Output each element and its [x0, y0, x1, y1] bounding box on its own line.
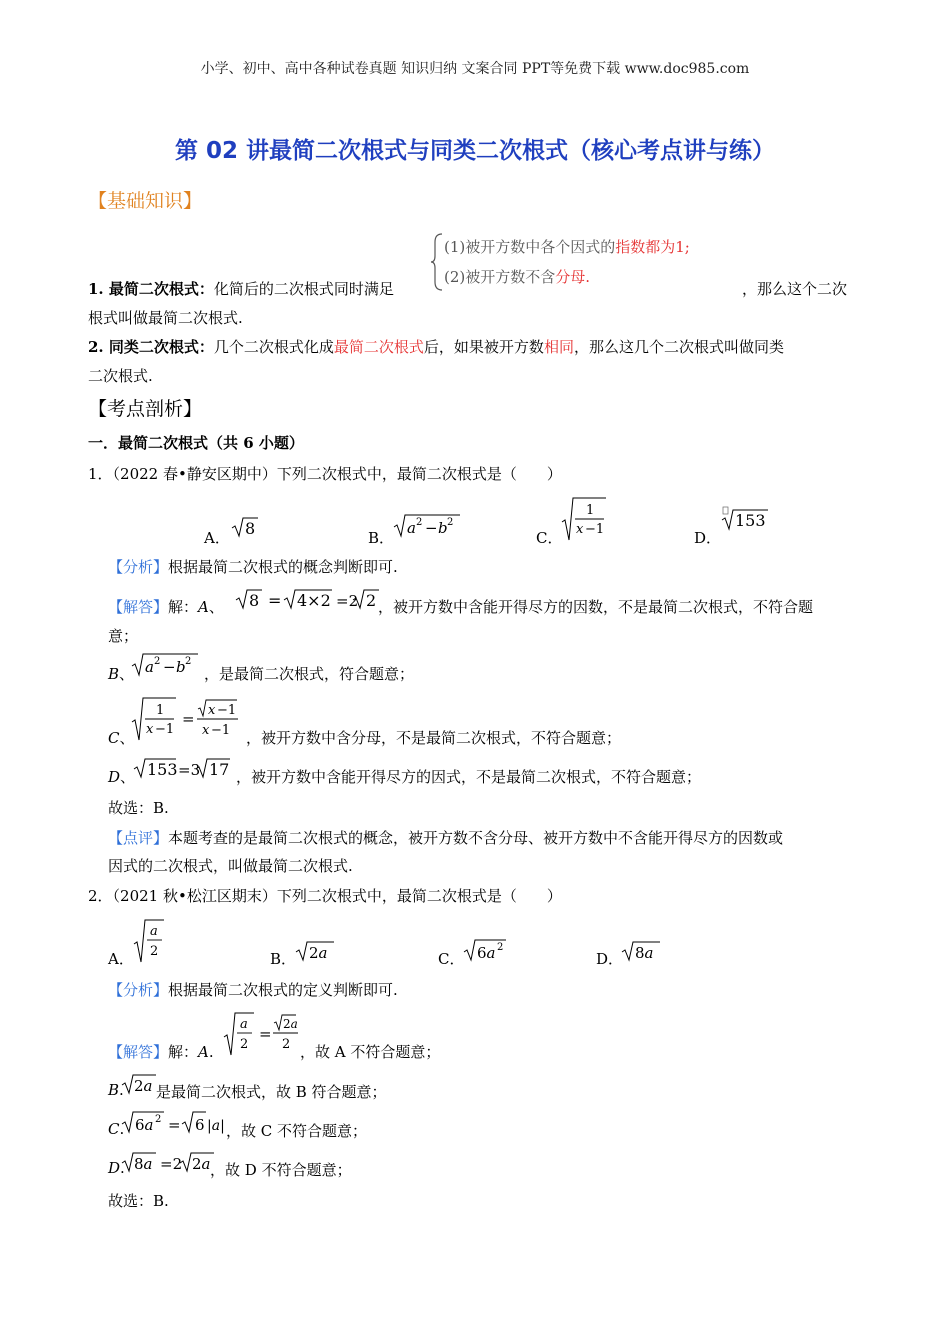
condition-2-text: (2)被开方数不含 [444, 268, 556, 286]
q1-answer-a-cont: 意； [108, 627, 139, 645]
svg-text:−: − [425, 519, 438, 537]
svg-text:|a|: |a| [207, 1118, 225, 1134]
condition-1-highlight: 指数都为1; [615, 238, 690, 256]
svg-text:a: a [150, 924, 158, 939]
svg-text:2: 2 [155, 1114, 162, 1125]
comment-tag: 【点评】 [108, 829, 169, 847]
svg-text:1: 1 [156, 703, 165, 718]
q2-option-b-math [296, 940, 340, 964]
svg-text:a: a [407, 519, 416, 537]
comment-text: 本题考查的是最简二次根式的概念，被开方数不含分母、被开方数中不含能开得尽方的因数或 [168, 829, 784, 847]
analysis-section-label: 【考点剖析】 [88, 398, 203, 420]
definition-2-line1 [88, 336, 784, 357]
condition-1 [444, 236, 690, 257]
q1-answer-a-math [236, 588, 391, 614]
svg-text:=: = [268, 591, 282, 610]
q1-answer-line-b: B、 [108, 665, 135, 683]
svg-text:=: = [182, 710, 195, 728]
page-title: 第 02 讲最简二次根式与同类二次根式（核心考点讲与练） [174, 138, 776, 164]
q1-comment-cont: 因式的二次根式，叫做最简二次根式. [108, 857, 353, 875]
analysis-tag: 【分析】 [108, 558, 169, 576]
q2-answer-line-a: 【解答】解：A. [108, 1043, 214, 1061]
q2-answer-d-tail: ，故 D 不符合题意； [210, 1161, 352, 1179]
svg-text:6a: 6a [477, 944, 496, 962]
answer-tag: 【解答】 [108, 598, 169, 616]
svg-text:a: a [145, 658, 154, 676]
svg-text:6: 6 [195, 1116, 205, 1134]
svg-text:153: 153 [147, 760, 178, 779]
q1-option-d-label: D． [694, 529, 722, 547]
q2-option-d-label: D． [596, 950, 624, 968]
q1-analysis [108, 556, 398, 577]
definition-2-label: 2. 同类二次根式： [88, 338, 214, 356]
q2-answer-line-c: C. [108, 1120, 125, 1138]
svg-text:2: 2 [497, 942, 504, 953]
q2-answer-line-d: D. [108, 1159, 125, 1177]
svg-text:1: 1 [586, 503, 595, 518]
q1-answer-d-tail: ，被开方数中含能开得尽方的因式，不是最简二次根式，不符合题意； [236, 768, 702, 786]
svg-text:2: 2 [154, 656, 161, 667]
svg-text:−1: −1 [217, 703, 237, 718]
svg-text:=: = [259, 1025, 272, 1043]
svg-text:8a: 8a [134, 1155, 153, 1173]
svg-text:2a: 2a [192, 1155, 211, 1173]
svg-text:2: 2 [150, 944, 159, 959]
svg-text:2a: 2a [134, 1077, 153, 1095]
question-2-stem: 2．（2021 秋•松江区期末）下列二次根式中，最简二次根式是（ ） [88, 887, 562, 905]
svg-text:x: x [576, 522, 584, 537]
q1-answer-line-a: 【解答】解：A、 [108, 598, 224, 616]
svg-text:8a: 8a [635, 944, 654, 962]
definition-1-text: 化简后的二次根式同时满足 [213, 280, 394, 298]
svg-text:2a: 2a [309, 944, 328, 962]
definition-2-text-c: ，那么这几个二次根式叫做同类 [573, 338, 784, 356]
svg-text:6a: 6a [135, 1116, 154, 1134]
q2-analysis [108, 979, 398, 1000]
q2-answer-b-tail: 是最简二次根式，故 B 符合题意； [156, 1083, 387, 1101]
svg-text:=2: =2 [160, 1155, 183, 1173]
condition-2 [444, 266, 590, 287]
q2-answer-d-math [122, 1151, 222, 1175]
analysis-tag: 【分析】 [108, 981, 169, 999]
svg-text:2: 2 [447, 517, 454, 528]
svg-text:153: 153 [735, 511, 766, 530]
definition-2-highlight-1: 最简二次根式 [333, 338, 424, 356]
q1-choice: 故选：B. [108, 799, 169, 817]
q1-comment [108, 827, 783, 848]
basic-knowledge-label: 【基础知识】 [88, 190, 203, 212]
svg-text:8: 8 [249, 591, 260, 610]
svg-text:8: 8 [245, 519, 256, 538]
svg-text:b: b [438, 519, 448, 537]
q1-option-c-label: C． [536, 529, 563, 547]
answer-intro: 解： [168, 598, 199, 616]
q1-answer-line-d: D、 [108, 768, 136, 786]
q2-answer-line-b: B. [108, 1081, 124, 1099]
svg-text:−1: −1 [211, 723, 231, 738]
definition-2-highlight-2: 相同 [543, 338, 574, 356]
svg-text:−: − [163, 658, 176, 676]
definition-1-line2: 根式叫做最简二次根式. [88, 309, 243, 327]
q1-option-c-math [562, 496, 612, 544]
analysis-text: 根据最简二次根式的概念判断即可. [168, 558, 398, 576]
svg-text:2: 2 [416, 517, 423, 528]
q1-answer-d-math [134, 757, 244, 783]
q1-option-a-math [232, 516, 272, 540]
q2-option-c-math [464, 938, 514, 964]
q1-option-b-label: B． [368, 529, 395, 547]
condition-2-highlight: 分母. [555, 268, 591, 286]
question-1-stem: 1．（2022 春•静安区期中）下列二次根式中，最简二次根式是（ ） [88, 465, 562, 483]
q1-option-d-math [722, 506, 774, 532]
q2-answer-a-math [224, 1011, 304, 1059]
svg-text:x: x [146, 722, 154, 737]
q1-option-a-label: A． [204, 529, 230, 547]
q1-answer-line-c: C、 [108, 729, 135, 747]
definition-2-text-a: 几个二次根式化成 [213, 338, 334, 356]
answer-tag: 【解答】 [108, 1043, 169, 1061]
definition-2-text-b: 后，如果被开方数 [423, 338, 544, 356]
svg-text:2: 2 [366, 591, 377, 610]
q1-answer-b-tail: ，是最简二次根式，符合题意； [204, 665, 415, 683]
definition-2-line2: 二次根式. [88, 367, 153, 385]
q1-answer-b-math [132, 652, 212, 678]
svg-text:4×2: 4×2 [297, 591, 331, 610]
q2-choice: 故选：B. [108, 1192, 169, 1210]
svg-text:17: 17 [209, 760, 230, 779]
svg-text:=3: =3 [178, 761, 201, 779]
svg-text:2: 2 [282, 1037, 291, 1052]
svg-text:−1: −1 [155, 722, 175, 737]
svg-text:=: = [168, 1116, 181, 1134]
definition-1-label: 1. 最简二次根式： [88, 280, 214, 298]
analysis-text: 根据最简二次根式的定义判断即可. [168, 981, 398, 999]
svg-text:a: a [240, 1017, 248, 1032]
svg-text:=2: =2 [336, 592, 359, 610]
q2-option-d-math [622, 940, 666, 964]
q2-option-c-label: C． [438, 950, 465, 968]
svg-text:b: b [176, 658, 186, 676]
q2-answer-c-math [122, 1110, 242, 1136]
q1-option-b-math [394, 513, 474, 539]
svg-text:2: 2 [185, 656, 192, 667]
q1-answer-c-math [132, 696, 252, 744]
definition-1-line1 [88, 278, 394, 299]
answer-intro: 解： [168, 1043, 199, 1061]
site-header: 小学、初中、高中各种试卷真题 知识归纳 文案合同 PPT等免费下载 www.doc985.com [200, 61, 750, 77]
svg-text:2a: 2a [283, 1017, 298, 1031]
q2-option-a-math [134, 918, 168, 966]
definition-1-tail: ，那么这个二次 [742, 280, 848, 298]
condition-1-text: (1)被开方数中各个因式的 [444, 238, 616, 256]
svg-text:x: x [208, 703, 216, 718]
svg-text:x: x [202, 723, 210, 738]
q1-answer-a-tail: ，被开方数中含能开得尽方的因数，不是最简二次根式，不符合题 [378, 598, 814, 616]
svg-text:2: 2 [240, 1037, 249, 1052]
q2-answer-a-tail: ，故 A 不符合题意； [300, 1043, 441, 1061]
q2-option-b-label: B． [270, 950, 297, 968]
q2-option-a-label: A． [108, 950, 134, 968]
svg-text:−1: −1 [585, 522, 605, 537]
section-1-heading: 一．最简二次根式（共 6 小题） [88, 434, 304, 452]
q1-answer-c-tail: ，被开方数中含分母，不是最简二次根式，不符合题意； [246, 729, 622, 747]
brace-icon [430, 232, 444, 292]
q2-answer-c-tail: ，故 C 不符合题意； [226, 1122, 368, 1140]
